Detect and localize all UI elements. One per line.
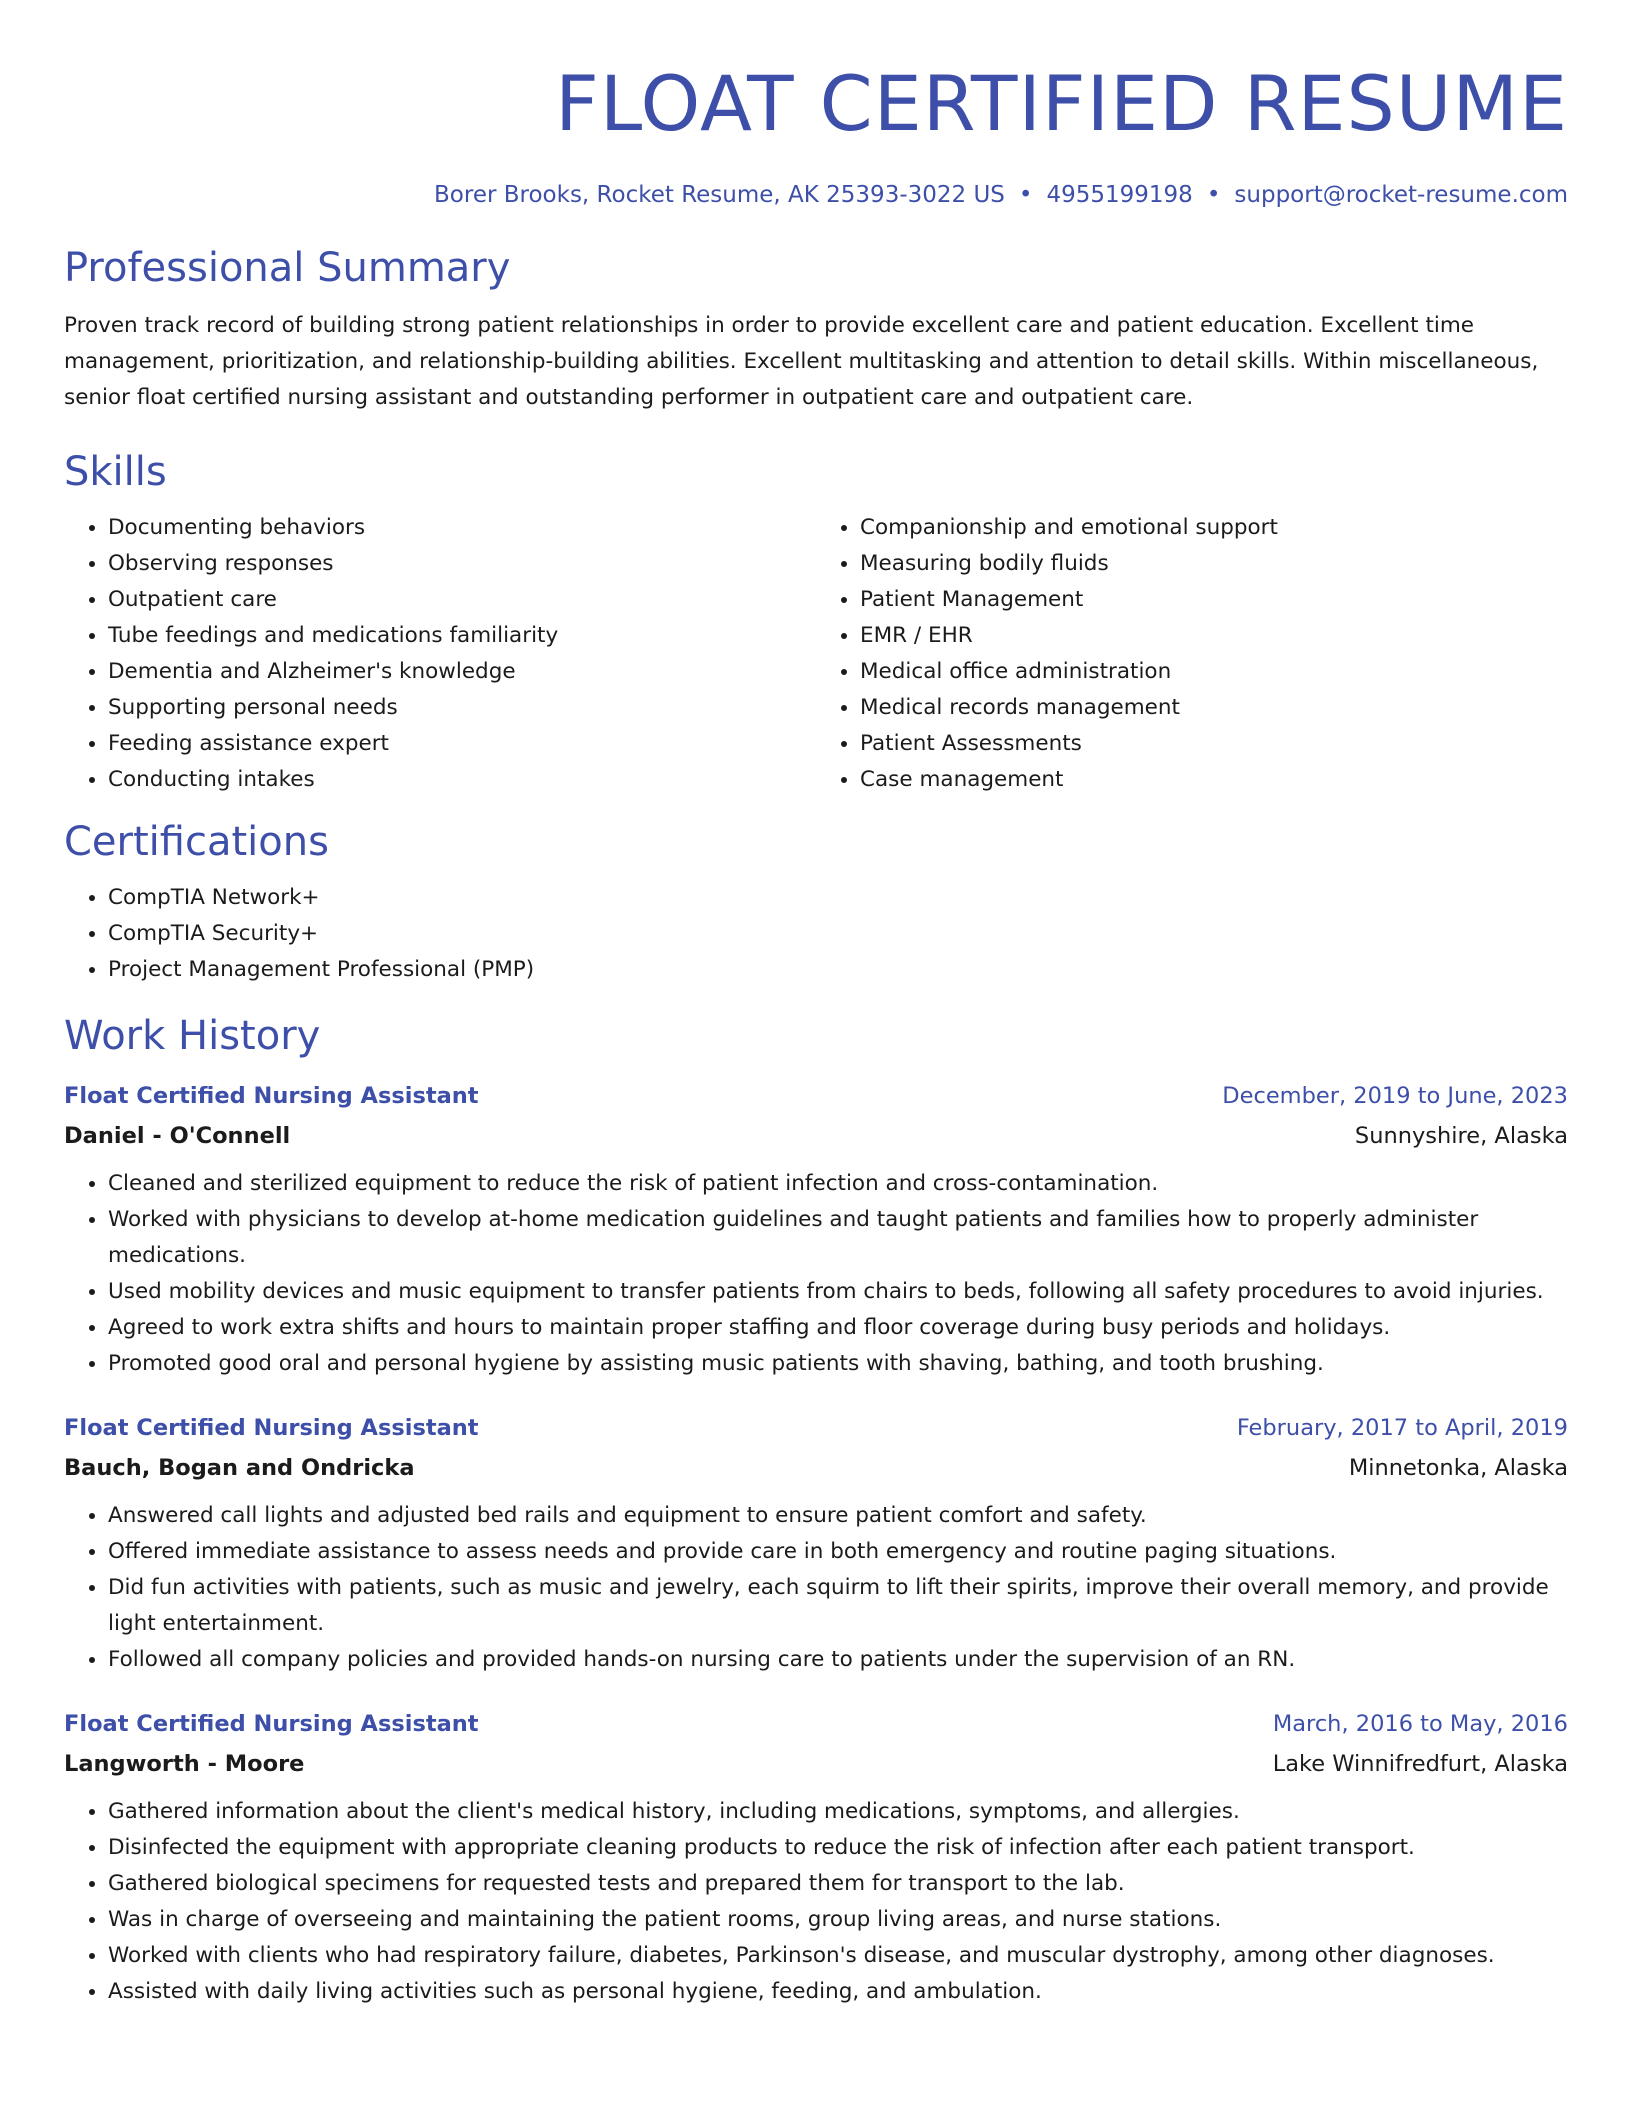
contact-separator: • xyxy=(1018,182,1033,208)
certification-item: • CompTIA Security+ xyxy=(108,916,1568,952)
job-bullets xyxy=(64,1794,1568,2010)
section-title-certifications: Certifications xyxy=(64,819,329,865)
job-location: Sunnyshire, Alaska xyxy=(1354,1123,1568,1149)
skill-item: • Measuring bodily fluids xyxy=(860,546,1568,582)
job-entry xyxy=(64,1704,1568,2010)
section-title-summary: Professional Summary xyxy=(64,245,511,291)
skill-item: • Outpatient care xyxy=(108,582,816,618)
job-company: Langworth - Moore xyxy=(64,1751,305,1777)
skill-item: • Medical records management xyxy=(860,690,1568,726)
job-bullet: • Gathered biological specimens for requested tests and prepared them for transport to the lab. xyxy=(108,1866,1568,1902)
resume-name: FLOAT CERTIFIED RESUME xyxy=(555,59,1568,148)
contact-phone: 4955199198 xyxy=(1046,182,1193,208)
skill-item: • Patient Assessments xyxy=(860,726,1568,762)
job-company-row xyxy=(64,1744,1568,1784)
skills-columns xyxy=(64,510,1568,798)
job-title: Float Certified Nursing Assistant xyxy=(64,1083,479,1109)
skills-list-left xyxy=(64,510,816,798)
job-company: Bauch, Bogan and Ondricka xyxy=(64,1455,415,1481)
job-bullet: • Worked with clients who had respiratory failure, diabetes, Parkinson's disease, and muscular dystrophy, among other diagnoses. xyxy=(108,1938,1568,1974)
job-bullet: • Gathered information about the client's medical history, including medications, symptoms, and allergies. xyxy=(108,1794,1568,1830)
section-title-work-history: Work History xyxy=(64,1013,321,1059)
job-bullet: • Promoted good oral and personal hygiene by assisting music patients with shaving, bathing, and tooth brushing. xyxy=(108,1346,1568,1382)
job-bullet: • Was in charge of overseeing and maintaining the patient rooms, group living areas, and nurse stations. xyxy=(108,1902,1568,1938)
skill-item: • EMR / EHR xyxy=(860,618,1568,654)
job-bullets xyxy=(64,1498,1568,1678)
job-header-row xyxy=(64,1076,1568,1116)
job-bullet: • Assisted with daily living activities such as personal hygiene, feeding, and ambulation. xyxy=(108,1974,1568,2010)
job-dates: December, 2019 to June, 2023 xyxy=(1222,1083,1568,1109)
job-bullet: • Disinfected the equipment with appropriate cleaning products to reduce the risk of infection after each patient transport. xyxy=(108,1830,1568,1866)
skill-item: • Tube feedings and medications familiarity xyxy=(108,618,816,654)
skill-item: • Supporting personal needs xyxy=(108,690,816,726)
job-dates: February, 2017 to April, 2019 xyxy=(1236,1415,1568,1441)
certification-item: • Project Management Professional (PMP) xyxy=(108,952,1568,988)
section-title-skills: Skills xyxy=(64,449,167,495)
certification-item: • CompTIA Network+ xyxy=(108,880,1568,916)
job-bullet: • Did fun activities with patients, such as music and jewelry, each squirm to lift their spirits, improve their overall memory, and provide light entertainment. xyxy=(108,1570,1568,1642)
job-header-row xyxy=(64,1408,1568,1448)
job-bullet: • Cleaned and sterilized equipment to reduce the risk of patient infection and cross-contamination. xyxy=(108,1166,1568,1202)
resume-page xyxy=(64,0,1568,2010)
skill-item: • Medical office administration xyxy=(860,654,1568,690)
skill-item: • Case management xyxy=(860,762,1568,798)
job-location: Minnetonka, Alaska xyxy=(1348,1455,1568,1481)
job-bullets xyxy=(64,1166,1568,1382)
job-company-row xyxy=(64,1116,1568,1156)
skill-item: • Patient Management xyxy=(860,582,1568,618)
job-company-row xyxy=(64,1448,1568,1488)
job-location: Lake Winnifredfurt, Alaska xyxy=(1272,1751,1568,1777)
skill-item: • Companionship and emotional support xyxy=(860,510,1568,546)
job-bullet: • Used mobility devices and music equipment to transfer patients from chairs to beds, following all safety procedures to avoid injuries. xyxy=(108,1274,1568,1310)
skill-item: • Feeding assistance expert xyxy=(108,726,816,762)
certifications-list xyxy=(64,880,1568,988)
skill-item: • Documenting behaviors xyxy=(108,510,816,546)
summary-text: Proven track record of building strong patient relationships in order to provide excellent care and patient education. Excellent time management, prioritization, and relationship-building abilities. Excellent multitasking and attention to detail skills. Within miscellaneous, senior float certified nursing assistant and outstanding performer in outpatient care and outpatient care. xyxy=(64,313,1539,410)
job-entry xyxy=(64,1408,1568,1678)
job-title: Float Certified Nursing Assistant xyxy=(64,1711,479,1737)
skill-item: • Conducting intakes xyxy=(108,762,816,798)
job-header-row xyxy=(64,1704,1568,1744)
job-bullet: • Answered call lights and adjusted bed rails and equipment to ensure patient comfort and safety. xyxy=(108,1498,1568,1534)
skill-item: • Observing responses xyxy=(108,546,816,582)
contact-email[interactable]: support@rocket-resume.com xyxy=(1234,182,1568,208)
skill-item: • Dementia and Alzheimer's knowledge xyxy=(108,654,816,690)
skills-list-right xyxy=(816,510,1568,798)
job-company: Daniel - O'Connell xyxy=(64,1123,291,1149)
job-dates: March, 2016 to May, 2016 xyxy=(1272,1711,1568,1737)
job-bullet: • Agreed to work extra shifts and hours to maintain proper staffing and floor coverage during busy periods and holidays. xyxy=(108,1310,1568,1346)
contact-line xyxy=(64,180,1568,210)
contact-separator: • xyxy=(1206,182,1221,208)
contact-address: Borer Brooks, Rocket Resume, AK 25393-3022 US xyxy=(434,182,1005,208)
job-bullet: • Followed all company policies and provided hands-on nursing care to patients under the supervision of an RN. xyxy=(108,1642,1568,1678)
job-entry xyxy=(64,1076,1568,1382)
job-bullet: • Offered immediate assistance to assess needs and provide care in both emergency and routine paging situations. xyxy=(108,1534,1568,1570)
job-title: Float Certified Nursing Assistant xyxy=(64,1415,479,1441)
job-bullet: • Worked with physicians to develop at-home medication guidelines and taught patients and families how to properly administer medications. xyxy=(108,1202,1568,1274)
